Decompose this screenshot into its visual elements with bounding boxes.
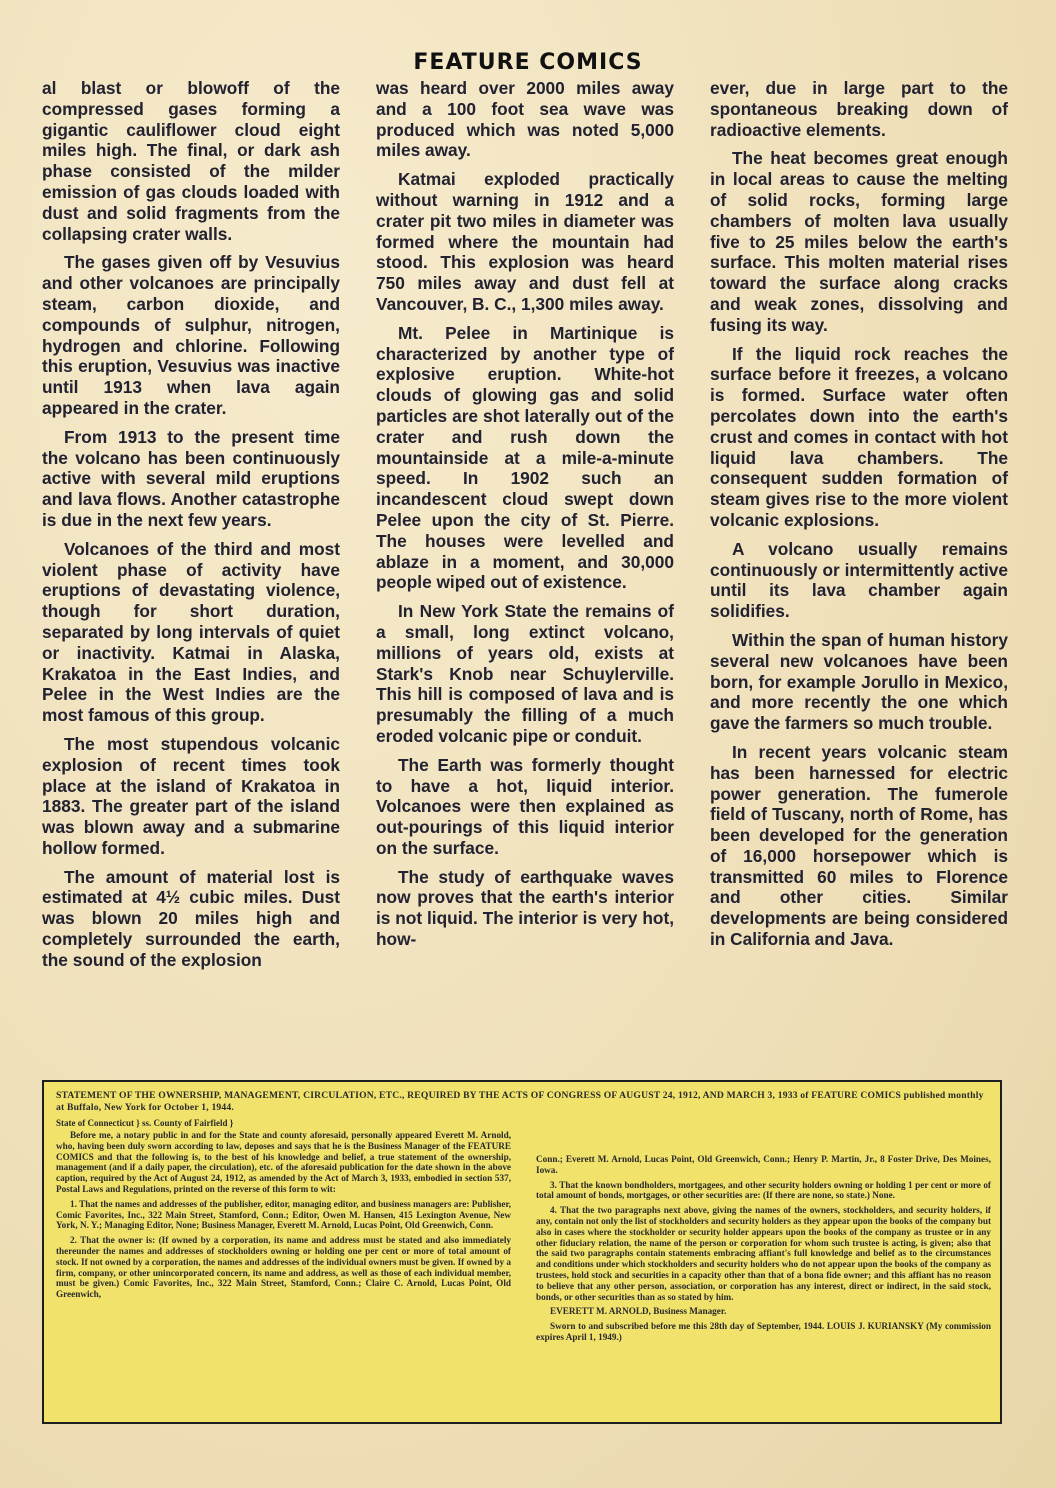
statement-venue: State of Connecticut } ss. County of Fairfield } [56, 1118, 234, 1128]
paragraph: From 1913 to the present time the volcano has been continuously active with several mild eruptions and lava flows. Another catastrophe is due in the next few years. [42, 426, 340, 530]
statement-paragraph: 1. That the names and addresses of the publisher, editor, managing editor, and business managers are: Publisher, Comic Favorites, Inc., 322 Main Street, Stamford, Conn.; Editor, Owen M. Hansen, 415 Lexington Avenue, New York, N. Y.; Managing Editor, None; Business Manager, Everett M. Arnold, Lucas Point, Old Greenwich, Conn. [56, 1198, 511, 1231]
statement-paragraph: 3. That the known bondholders, mortgagees, and other security holders owning or holding 1 per cent or more of total amount of bonds, mortgages, or other securities are: (If there are none, so state.) None. [536, 1179, 991, 1201]
statement-left-column [56, 1130, 511, 1304]
paragraph: The Earth was formerly thought to have a hot, liquid interior. Volcanoes were then explained as out-pourings of this liquid interior on the surface. [376, 754, 674, 858]
text-column-3 [710, 78, 1008, 958]
paragraph: The most stupendous volcanic explosion of recent times took place at the island of Krakatoa in 1883. The greater part of the island was blown away and a submarine hollow formed. [42, 733, 340, 858]
paragraph: Volcanoes of the third and most violent phase of activity have eruptions of devastating violence, though for short duration, separated by long intervals of quiet or inactivity. Katmai in Alaska, Krakatoa in the East Indies, and Pelee in the West Indies are the most famous of this group. [42, 538, 340, 726]
paragraph: ever, due in large part to the spontaneous breaking down of radioactive elements. [710, 78, 1008, 140]
statement-body [56, 1130, 991, 1416]
statement-paragraph: 2. That the owner is: (If owned by a corporation, its name and address must be stated and also immediately thereunder the names and addresses of stockholders owning or holding one per cent or more of total amount of stock. If not owned by a corporation, the names and addresses of the individual owners must be given. If owned by a firm, company, or other unincorporated concern, its name and address, as well as those of each individual member, must be given.) Comic Favorites, Inc., 322 Main Street, Stamford, Conn.; Claire C. Arnold, Lucas Point, Old Greenwich, [56, 1235, 511, 1300]
ownership-statement-box [42, 1080, 1002, 1424]
statement-paragraph: Conn.; Everett M. Arnold, Lucas Point, Old Greenwich, Conn.; Henry P. Martin, Jr., 8 Foster Drive, Des Moines, Iowa. [536, 1154, 991, 1175]
paragraph: The amount of material lost is estimated at 4½ cubic miles. Dust was blown 20 miles high and completely surrounded the earth, the sound of the explosion [42, 866, 340, 970]
paragraph: A volcano usually remains continuously or intermittently active until its lava chamber again solidifies. [710, 538, 1008, 622]
text-column-2 [376, 78, 674, 958]
statement-title: STATEMENT OF THE OWNERSHIP, MANAGEMENT, CIRCULATION, ETC., REQUIRED BY THE ACTS OF CONGRESS OF AUGUST 24, 1912, AND MARCH 3, 1933 of FEATURE COMICS published monthly at Buffalo, New York for October 1, 1944. [56, 1090, 984, 1113]
paragraph: The study of earthquake waves now proves that the earth's interior is not liquid. The interior is very hot, how- [376, 866, 674, 950]
statement-paragraph: Before me, a notary public in and for the State and county aforesaid, personally appeared Everett M. Arnold, who, having been duly sworn according to law, deposes and says that he is the Business Manager of the FEATURE COMICS and that the following is, to the best of his knowledge and belief, a true statement of the ownership, management (and if a daily paper, the circulation), etc. of the aforesaid publication for the date shown in the above caption, required by the Act of August 24, 1912, as amended by the Act of March 3, 1933, embodied in section 537, Postal Laws and Regulations, printed on the reverse of this form to wit: [56, 1130, 511, 1194]
paragraph: The heat becomes great enough in local areas to cause the melting of solid rocks, forming large chambers of molten lava usually five to 25 miles below the earth's surface. This molten material rises toward the surface along cracks and weak zones, dissolving and fusing its way. [710, 148, 1008, 335]
statement-signature: EVERETT M. ARNOLD, Business Manager. [550, 1306, 727, 1317]
paragraph: Mt. Pelee in Martinique is characterized by another type of explosive eruption. White-hot clouds of glowing gas and solid particles are shot laterally out of the crater and rush down the mountainside at a mile-a-minute speed. In 1902 such an incandescent cloud swept down Pelee upon the city of St. Pierre. The houses were levelled and ablaze in a moment, and 30,000 people wiped out of existence. [376, 322, 674, 593]
paragraph: was heard over 2000 miles away and a 100 foot sea wave was produced which was noted 5,000 miles away. [376, 78, 674, 161]
statement-right-column [536, 1154, 991, 1347]
text-column-1 [42, 78, 340, 979]
statement-sworn: Sworn to and subscribed before me this 28th day of September, 1944. LOUIS J. KURIANSKY (My commission expires April 1, 1949.) [536, 1321, 991, 1342]
paragraph: Within the span of human history several new volcanoes have been born, for example Jorullo in Mexico, and more recently the one which gave the farmers so much trouble. [710, 629, 1008, 734]
page-header-title: FEATURE COMICS [413, 50, 643, 75]
paragraph: If the liquid rock reaches the surface before it freezes, a volcano is formed. Surface water often percolates down into the earth's crust and comes in contact with hot liquid lava chambers. The consequent sudden formation of steam gives rise to the more violent volcanic explosions. [710, 343, 1008, 530]
paragraph: In New York State the remains of a small, long extinct volcano, millions of years old, exists at Stark's Knob near Schuylerville. This hill is composed of lava and is presumably the filling of a much eroded volcanic pipe or conduit. [376, 601, 674, 746]
paragraph: al blast or blowoff of the compressed gases forming a gigantic cauliflower cloud eight miles high. The final, or dark ash phase consisted of the milder emission of gas clouds loaded with dust and solid fragments from the collapsing crater walls. [42, 78, 340, 244]
paragraph: The gases given off by Vesuvius and other volcanoes are principally steam, carbon dioxide, and compounds of sulphur, nitrogen, hydrogen and chlorine. Following this eruption, Vesuvius was inactive until 1913 when lava again appeared in the crater. [42, 252, 340, 418]
paragraph: In recent years volcanic steam has been harnessed for electric power generation. The fumerole field of Tuscany, north of Rome, has been developed for the generation of 16,000 horsepower which is transmitted 60 miles to Florence and other cities. Similar developments are being considered in California and Java. [710, 741, 1008, 950]
paragraph: Katmai exploded practically without warning in 1912 and a crater pit two miles in diameter was formed where the mountain had stood. This explosion was heard 750 miles away and dust fell at Vancouver, B. C., 1,300 miles away. [376, 169, 674, 314]
statement-paragraph: 4. That the two paragraphs next above, giving the names of the owners, stockholders, and security holders, if any, contain not only the list of stockholders and security holders as they appear upon the books of the company but also in cases where the stockholder or security holder appears upon the books of the company as trustee or in any other fiduciary relation, the name of the person or corporation for whom such trustee is acting, is given; also that the said two paragraphs contain statements embracing affiant's full knowledge and belief as to the circumstances and conditions under which stockholders and security holders who do not appear upon the books of the company as trustees, hold stock and securities in a capacity other than that of a bona fide owner; and this affiant has no reason to believe that any other person, association, or corporation has any interest, direct or indirect, in the said stock, bonds, or other securities than as so stated by him. [536, 1205, 991, 1302]
